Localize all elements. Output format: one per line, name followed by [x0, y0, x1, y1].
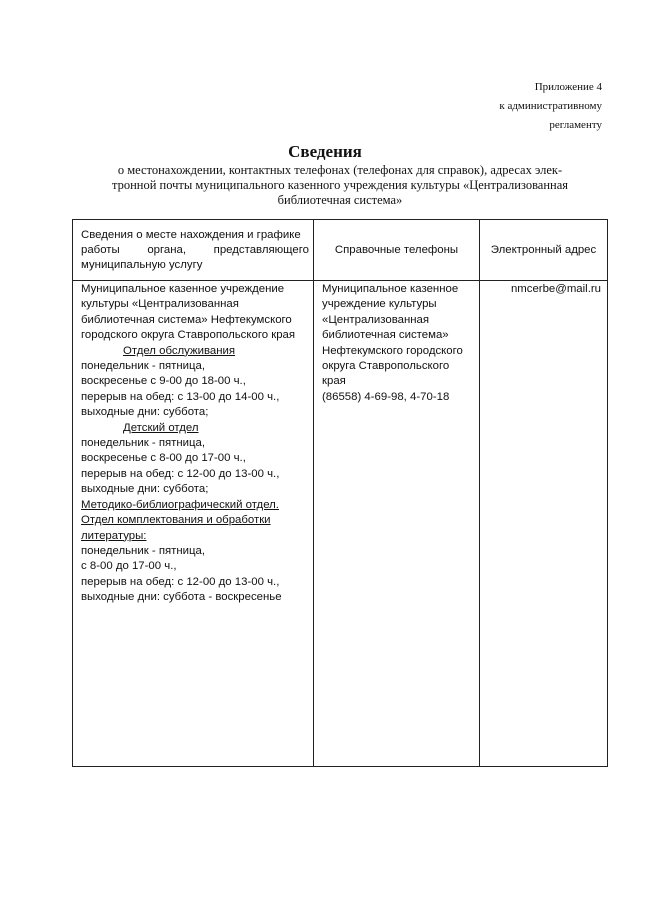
phones-line: «Централизованная: [322, 313, 430, 326]
cell-phones: [314, 281, 480, 767]
table-header-row: [73, 220, 608, 281]
schedule-line: воскресенье с 8-00 до 17-00 ч.,: [81, 452, 246, 465]
schedule-line: выходные дни: суббота - воскресенье: [81, 591, 282, 604]
department-heading-acquisition: Отдел комплектования и обработки: [81, 514, 271, 527]
header-email: Электронный адрес: [480, 220, 608, 281]
phones-line: Муниципальное казенное: [322, 283, 459, 295]
subtitle-line-1: о местонахождении, контактных телефонах (телефонах для справок), адресах элек-: [117, 163, 563, 177]
schedule-line: выходные дни: суббота;: [81, 483, 209, 496]
schedule-line: перерыв на обед: с 13-00 до 14-00 ч.,: [81, 390, 280, 403]
header-phones: Справочные телефоны: [314, 220, 480, 281]
schedule-line: культуры «Централизованная: [81, 298, 239, 311]
header-col1-line-2: [81, 243, 309, 258]
cell-location-schedule: [73, 281, 314, 767]
phones-line: учреждение культуры: [322, 298, 437, 311]
phone-numbers: (86558) 4-69-98, 4-70-18: [322, 390, 450, 403]
header-col1-word-2: органа,: [147, 244, 187, 256]
schedule-line: городского округа Ставропольского края: [81, 329, 296, 342]
cell-email: [480, 281, 608, 767]
phones-line: края: [322, 375, 346, 388]
phones-line: округа Ставропольского: [322, 360, 450, 373]
department-heading-methodology: Методико-библиографический отдел.: [81, 498, 279, 511]
email-address: nmcerbe@mail.ru: [510, 283, 601, 295]
phones-line: библиотечная система»: [322, 329, 449, 342]
schedule-line: понедельник - пятница,: [81, 360, 206, 373]
schedule-line: с 8-00 до 17-00 ч.,: [81, 560, 177, 573]
table-body-row: [73, 281, 608, 767]
schedule-line: воскресенье с 9-00 до 18-00 ч.,: [81, 375, 246, 388]
schedule-line: понедельник - пятница,: [81, 544, 206, 557]
subtitle-line-3: библиотечная система»: [277, 193, 403, 207]
appendix-label: [499, 78, 602, 135]
header-col1-word-3: представляющего: [213, 244, 309, 256]
schedule-line: перерыв на обед: с 12-00 до 13-00 ч.,: [81, 467, 280, 480]
department-heading-literature: литературы:: [81, 529, 147, 542]
schedule-line: Муниципальное казенное учреждение: [81, 283, 285, 295]
header-col1-line-3: муниципальную услугу: [81, 259, 203, 271]
document-title: Сведения: [288, 142, 362, 161]
appendix-line-3: регламенту: [549, 119, 602, 131]
header-col1-word-1: работы: [81, 244, 120, 256]
phones-line: Нефтекумского городского: [322, 344, 463, 357]
schedule-line: перерыв на обед: с 12-00 до 13-00 ч.,: [81, 575, 280, 588]
document-subtitle: [95, 163, 585, 208]
schedule-line: понедельник - пятница,: [81, 437, 206, 450]
department-heading-children: Детский отдел: [123, 421, 199, 434]
department-heading-service: Отдел обслуживания: [123, 344, 236, 357]
appendix-line-2: к административному: [499, 100, 602, 112]
subtitle-line-2: тронной почты муниципального казенного учреждения культуры «Централизованная: [111, 178, 569, 192]
appendix-line-1: Приложение 4: [534, 81, 602, 93]
info-table: [72, 219, 608, 767]
header-col1-line-1: Сведения о месте нахождения и графике: [81, 229, 301, 241]
schedule-line: выходные дни: суббота;: [81, 406, 209, 419]
schedule-line: библиотечная система» Нефтекумского: [81, 313, 292, 326]
header-location-schedule: [73, 220, 314, 281]
